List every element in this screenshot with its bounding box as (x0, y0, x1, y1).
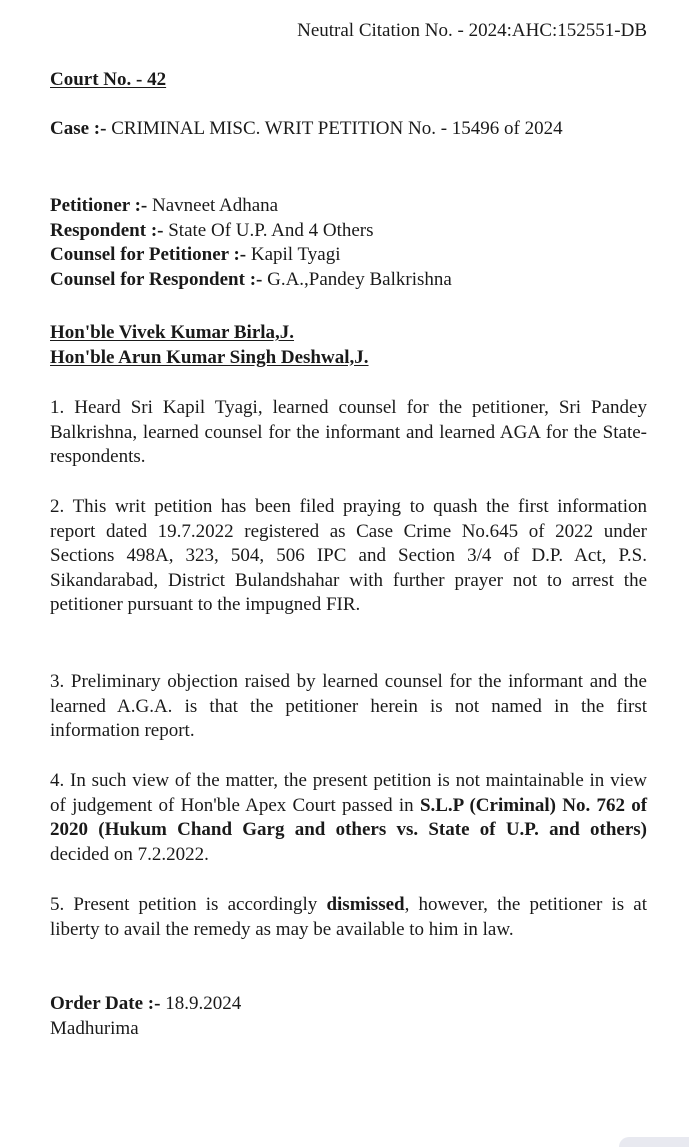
bench-block (50, 321, 369, 370)
paragraph-3: 3. Preliminary objection raised by learned counsel for the informant and the learned A.G.A. is that the petitioner herein is not named in the first information report. (50, 671, 647, 741)
petitioner-label: Petitioner :- (50, 195, 148, 216)
counsel-petitioner-label: Counsel for Petitioner :- (50, 244, 247, 265)
paragraph-5-end: , however, the petitioner is at liberty to avail the remedy as may be available to him in law. (50, 894, 648, 940)
counsel-petitioner-row (50, 243, 452, 268)
respondent-label: Respondent :- (50, 219, 164, 241)
judge-name: Hon'ble Arun Kumar Singh Deshwal,J. (50, 346, 369, 368)
parties-block (50, 194, 452, 292)
counsel-respondent-label: Counsel for Respondent :- (50, 268, 263, 290)
order-date-label: Order Date :- (50, 993, 161, 1014)
counsel-respondent-row (50, 268, 452, 293)
court-number: Court No. - 42 (50, 69, 167, 90)
paragraph-2: 2. This writ petition has been filed praying to quash the first information report dated 19.7.2022 registered as Case Crime No.645 of 2022 under Sections 498A, 323, 504, 506 IPC and Section 3/4 of D.P. Act, P.S. Sikandarabad, District Bulandshahar with further prayer not to arrest the petitioner pursuant to the impugned FIR. (50, 496, 647, 615)
case-line (50, 117, 610, 142)
counsel-petitioner-value: Kapil Tyagi (250, 244, 341, 265)
paragraph-5-text: 5. Present petition is accordingly (50, 894, 318, 915)
case-value: CRIMINAL MISC. WRIT PETITION No. - 15496 of 2024 (111, 118, 563, 139)
order-date-row (50, 992, 241, 1017)
judge-name: Hon'ble Vivek Kumar Birla,J. (50, 322, 295, 343)
paragraph-5-dismissed: dismissed (326, 894, 405, 915)
paragraph-5 (50, 893, 647, 942)
petitioner-value: Navneet Adhana (152, 195, 279, 216)
respondent-row (50, 219, 452, 244)
paragraph-4-end: decided on 7.2.2022. (50, 843, 209, 865)
paragraph-4 (50, 769, 647, 867)
counsel-respondent-value: G.A.,Pandey Balkrishna (267, 268, 452, 290)
paragraph-1: 1. Heard Sri Kapil Tyagi, learned counsel for the petitioner, Sri Pandey Balkrishna, learned counsel for the informant and learned AGA for the State-respondents. (50, 397, 647, 467)
order-date-value: 18.9.2024 (165, 993, 242, 1014)
case-label: Case :- (50, 118, 107, 139)
respondent-value: State Of U.P. And 4 Others (168, 219, 374, 241)
paragraph-4-text: 4. In such view of the matter, the present petition is not maintainable in view of judgement of Hon'ble Apex Court passed in (50, 770, 647, 816)
signatory: Madhurima (50, 1017, 139, 1039)
order-document (50, 0, 647, 1147)
neutral-citation: Neutral Citation No. - 2024:AHC:152551-DB (297, 20, 647, 41)
petitioner-row (50, 194, 452, 219)
order-block (50, 992, 241, 1041)
paragraph-4-citation: S.L.P (Criminal) No. 762 of 2020 (Hukum Chand Garg and others vs. State of U.P. and others) (50, 794, 648, 840)
overlay-corner (619, 1137, 689, 1147)
